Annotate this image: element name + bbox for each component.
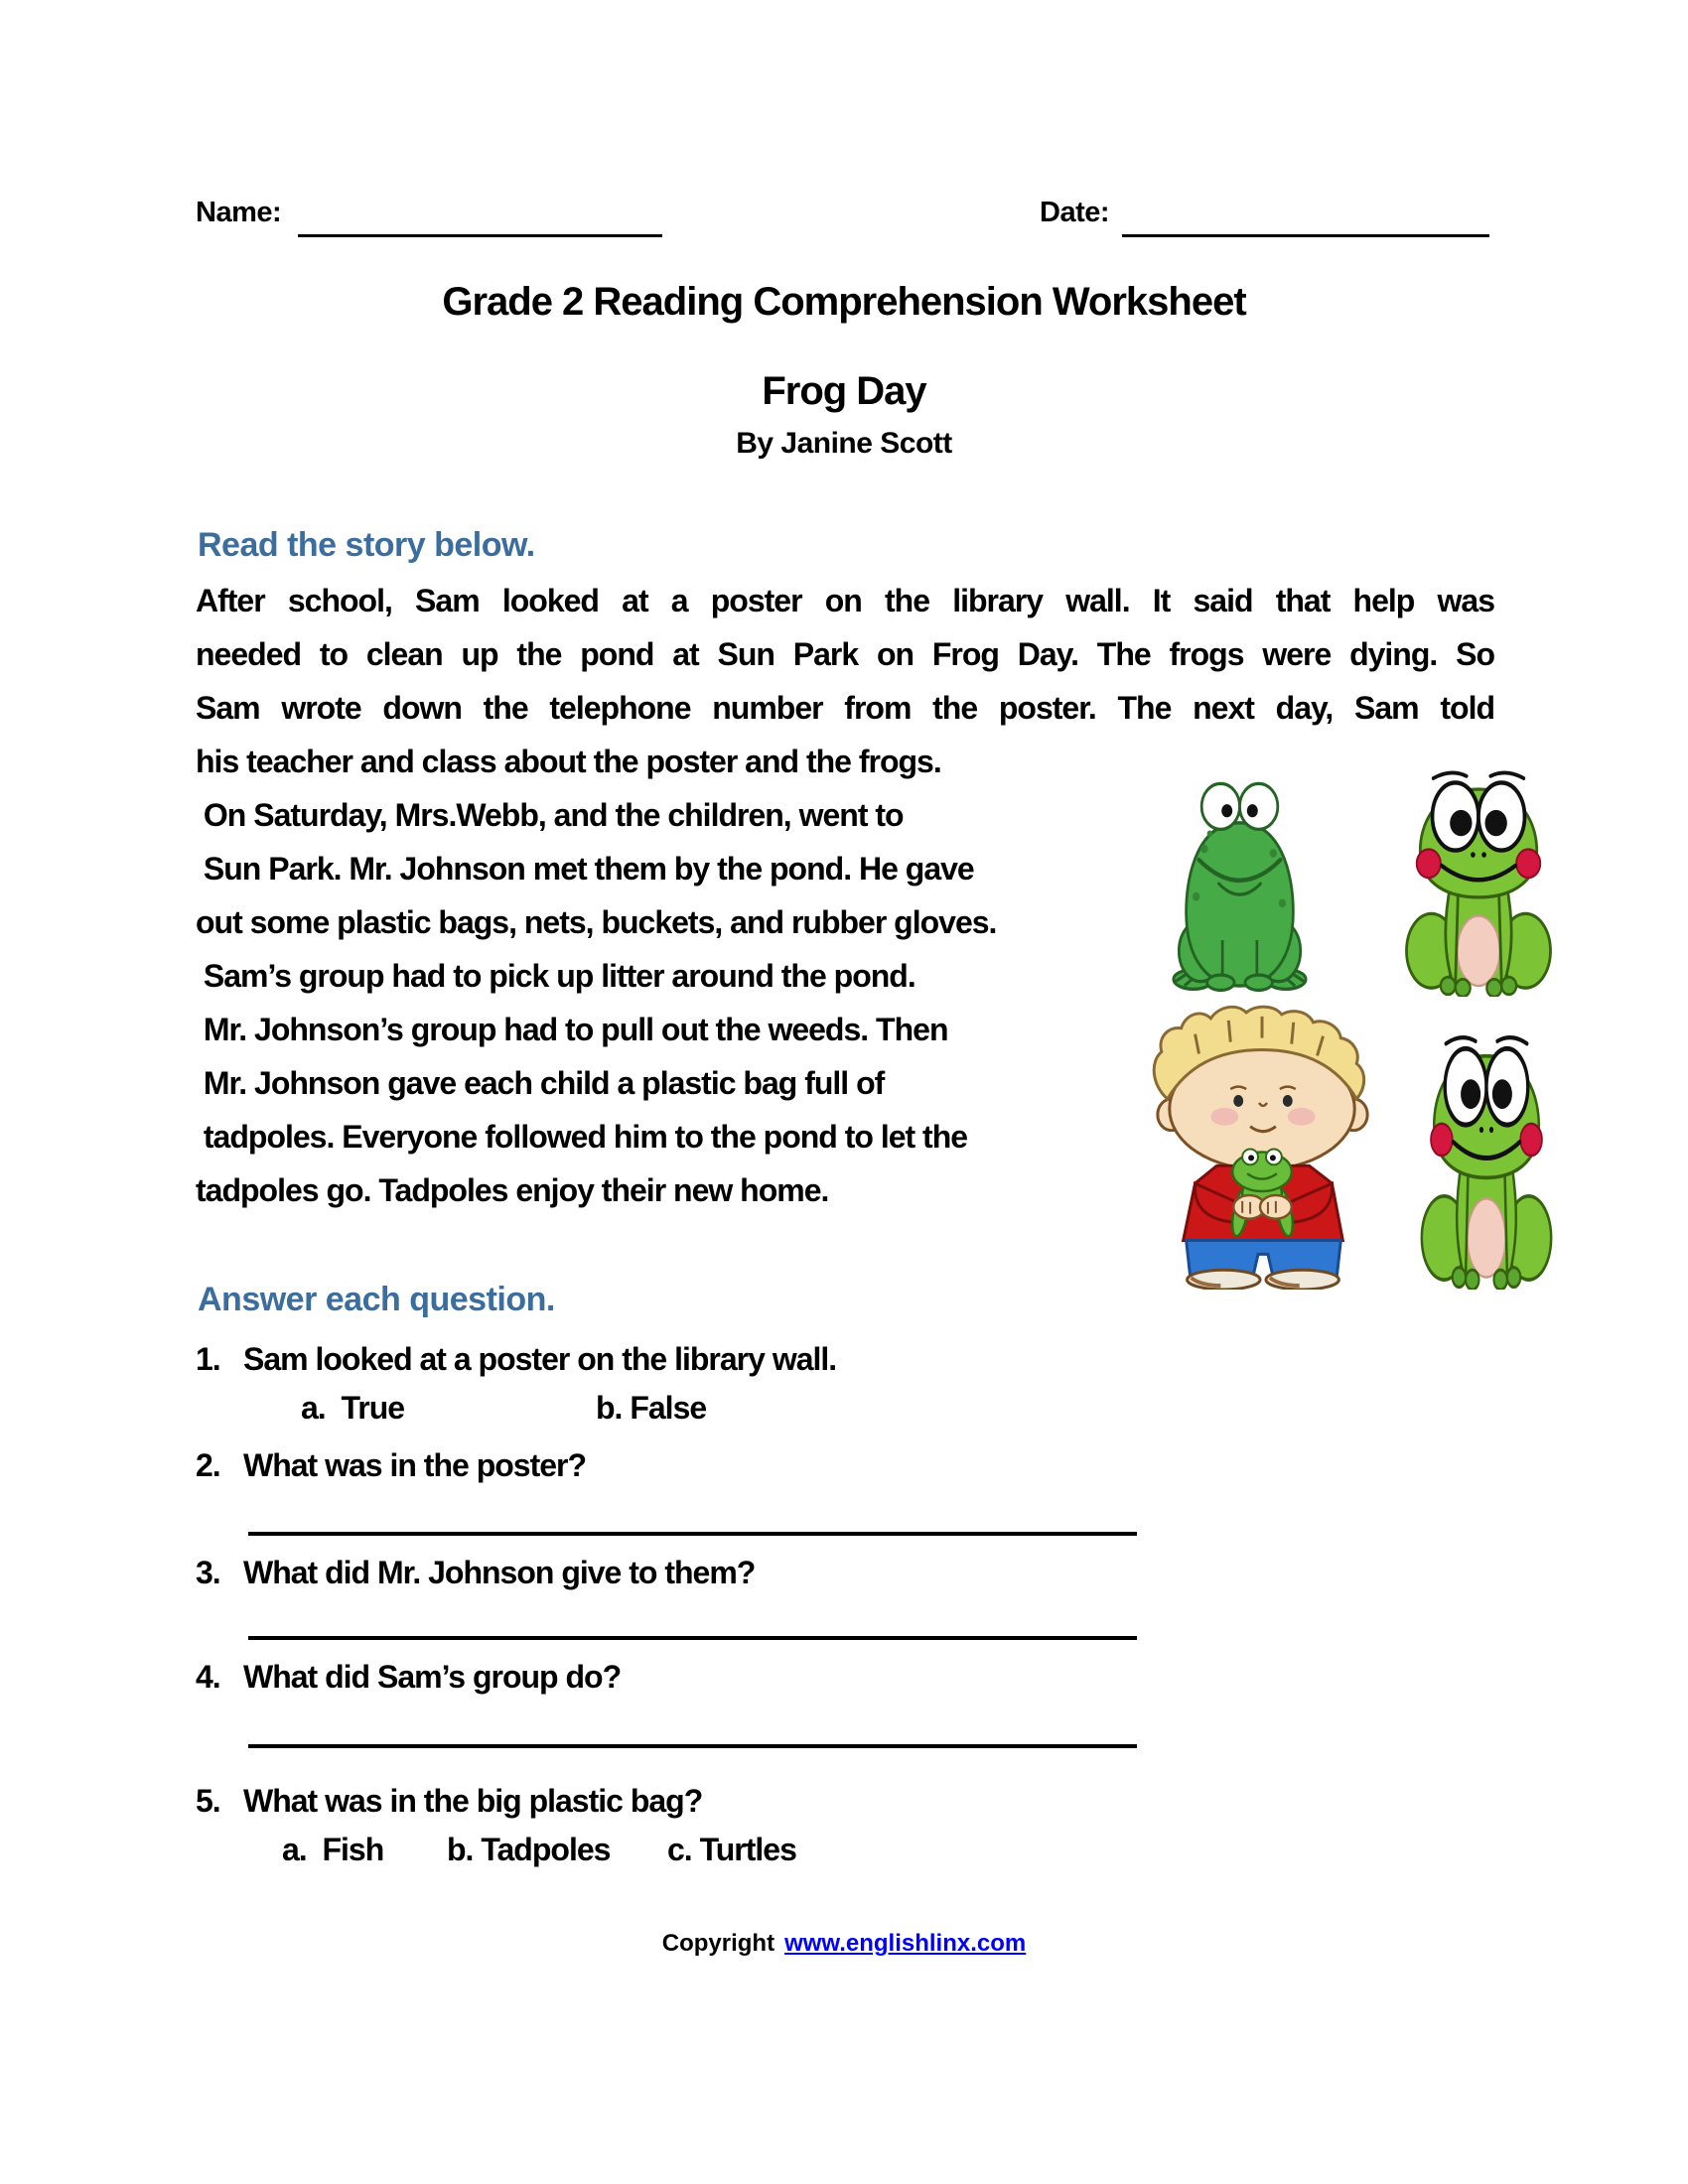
question-text: What did Mr. Johnson give to them? — [243, 1555, 756, 1590]
englishlinx-link[interactable]: www.englishlinx.com — [784, 1930, 1027, 1957]
story-line: tadpoles go. Tadpoles enjoy their new home. — [196, 1172, 829, 1208]
read-story-heading: Read the story below. — [198, 526, 535, 564]
story-line: needed to clean up the pond at Sun Park on Frog Day. The frogs were dying. So — [196, 636, 1494, 672]
question-number: 4. — [196, 1659, 220, 1695]
answer-questions-heading: Answer each question. — [198, 1281, 555, 1318]
footer-copyright — [0, 1930, 1688, 1958]
story-line: tadpoles. Everyone followed him to the pond to let the — [196, 1119, 968, 1155]
story-line: Sam wrote down the telephone number from the poster. The next day, Sam told — [196, 690, 1494, 726]
date-fill-line — [1122, 234, 1489, 237]
question-1 — [196, 1335, 1496, 1383]
question-number: 5. — [196, 1783, 220, 1819]
boy-icon — [1142, 1005, 1383, 1290]
copyright-label: Copyright — [661, 1930, 775, 1957]
date-label: Date: — [1040, 197, 1110, 228]
question-4 — [196, 1653, 1496, 1701]
story-line: Sun Park. Mr. Johnson met them by the pond. He gave — [196, 851, 974, 887]
worksheet-title: Grade 2 Reading Comprehension Worksheet — [442, 280, 1246, 324]
question-text: Sam looked at a poster on the library wall. — [243, 1341, 837, 1377]
question-text: What was in the big plastic bag? — [243, 1783, 703, 1819]
story-line: After school, Sam looked at a poster on the library wall. It said that help was — [196, 583, 1494, 618]
question-5-options — [0, 1832, 1688, 1879]
story-line: On Saturday, Mrs.Webb, and the children, went to — [196, 797, 904, 833]
question-5 — [196, 1777, 1496, 1825]
question-text: What did Sam’s group do? — [243, 1659, 622, 1695]
name-fill-line — [298, 234, 662, 237]
question-2 — [196, 1441, 1496, 1489]
answer-blank-line — [248, 1532, 1137, 1536]
story-line: his teacher and class about the poster and the frogs. — [196, 744, 941, 779]
option-a-fish: a. Fish — [282, 1832, 384, 1867]
story-paragraph-narrow — [196, 788, 1164, 1217]
name-label: Name: — [196, 197, 282, 228]
story-paragraph-justified — [196, 574, 1494, 788]
story-byline: By Janine Scott — [736, 427, 952, 460]
story-line: Mr. Johnson gave each child a plastic bag full of — [196, 1065, 885, 1101]
option-b-tadpoles: b. Tadpoles — [447, 1832, 611, 1867]
frog-icon — [1400, 767, 1557, 997]
question-1-options — [0, 1390, 1688, 1437]
option-a-true: a. True — [301, 1390, 405, 1426]
question-number: 3. — [196, 1555, 220, 1590]
frog-icon — [1172, 779, 1308, 997]
story-title: Frog Day — [762, 369, 926, 413]
question-3 — [196, 1549, 1496, 1596]
story-line: Mr. Johnson’s group had to pull out the weeds. Then — [196, 1012, 948, 1047]
story-line: out some plastic bags, nets, buckets, and rubber gloves. — [196, 904, 997, 940]
answer-blank-line — [248, 1636, 1137, 1640]
question-number: 2. — [196, 1447, 220, 1483]
green-frog-clipart — [1172, 779, 1308, 997]
option-b-false: b. False — [596, 1390, 707, 1426]
question-number: 1. — [196, 1341, 220, 1377]
boy-holding-frog-clipart — [1142, 1005, 1383, 1290]
option-c-turtles: c. Turtles — [667, 1832, 796, 1867]
question-text: What was in the poster? — [243, 1447, 587, 1483]
story-line: Sam’s group had to pick up litter around the pond. — [196, 958, 915, 994]
big-eyed-frog-clipart-bottom — [1416, 1031, 1557, 1290]
big-eyed-frog-clipart-top — [1400, 767, 1557, 997]
frog-icon — [1416, 1031, 1557, 1290]
answer-blank-line — [248, 1744, 1137, 1748]
